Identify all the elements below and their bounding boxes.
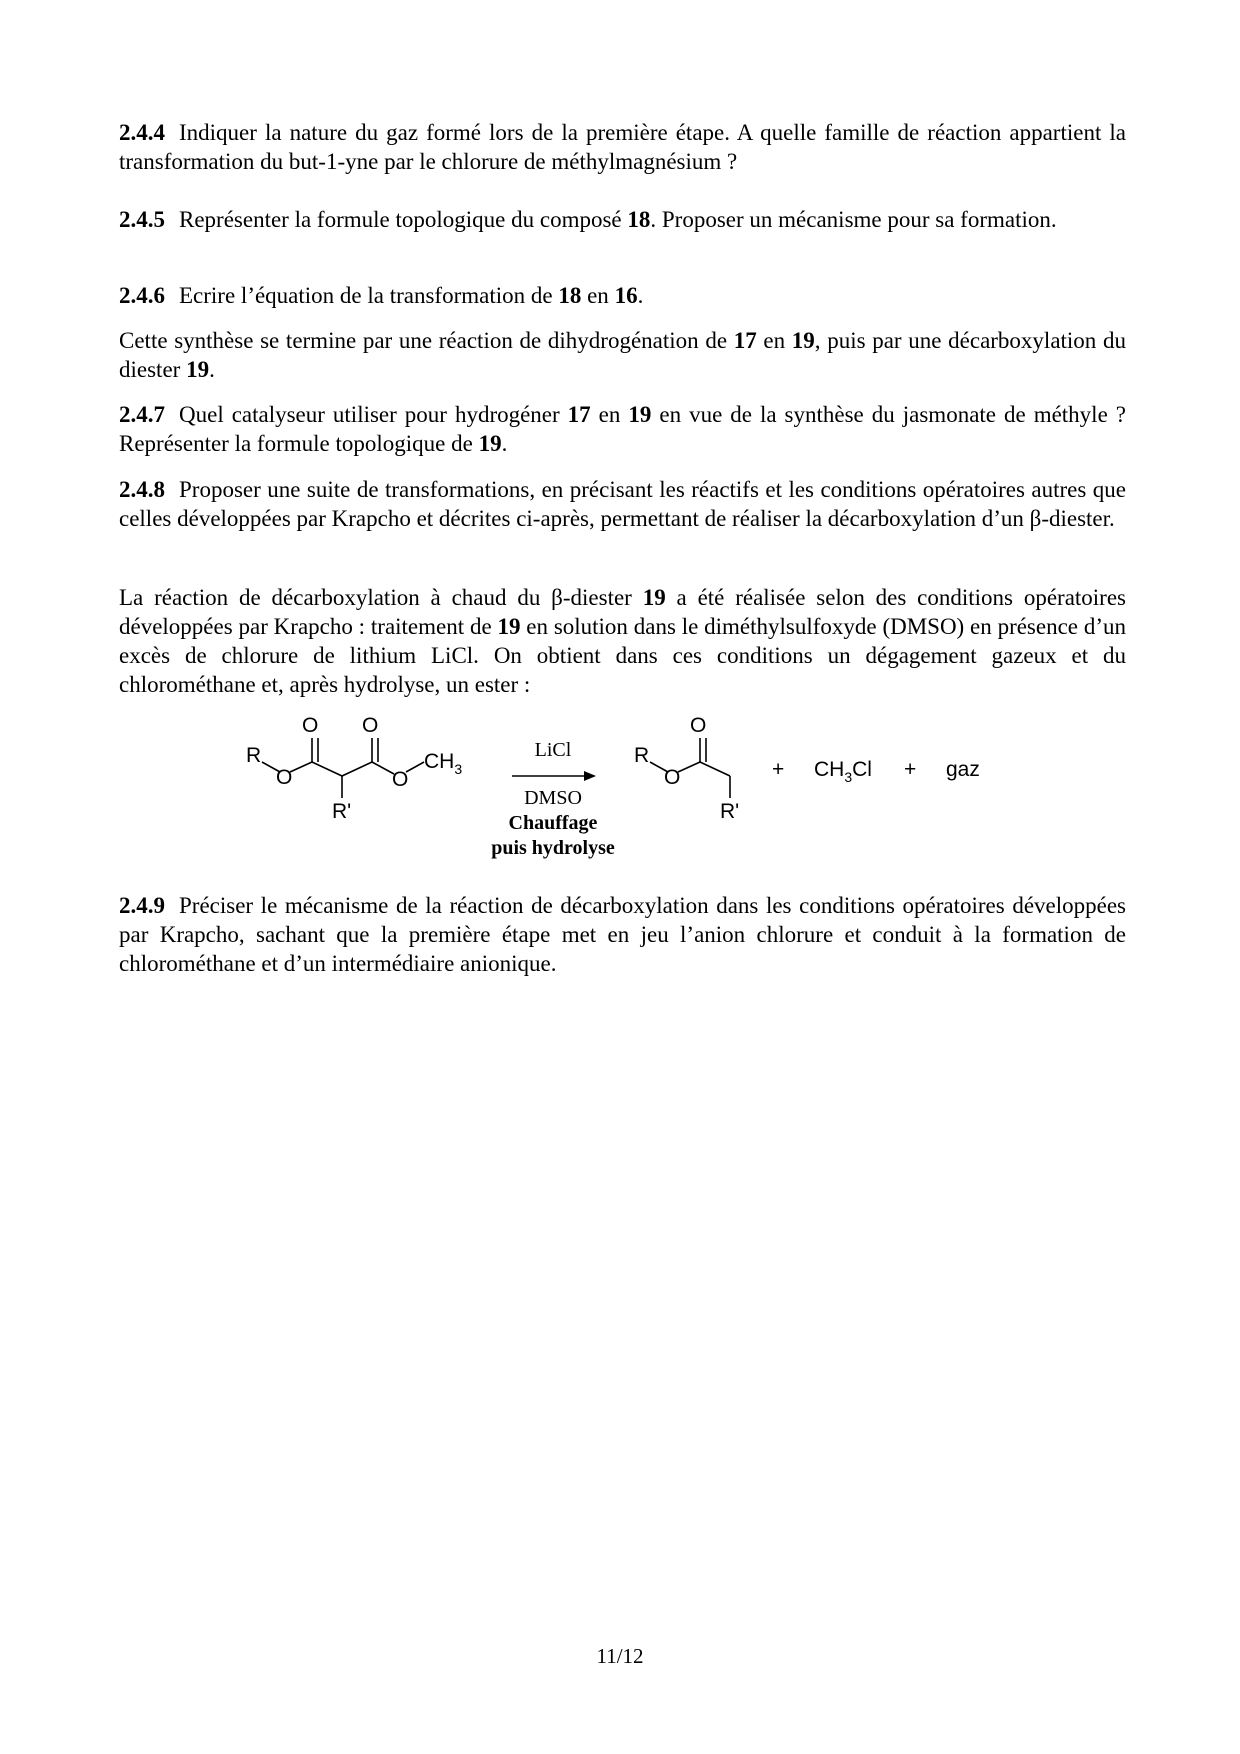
reactant-o-carbonyl-1: O <box>302 714 319 737</box>
product-o-ester: O <box>664 766 681 789</box>
question-text: . Proposer un mécanisme pour sa formation. <box>650 207 1057 232</box>
gas-product: gaz <box>946 758 980 781</box>
question-2-4-8 <box>119 475 1126 533</box>
question-text: Ecrire l’équation de la transformation de <box>179 283 559 308</box>
plus-sign-2: + <box>904 758 917 781</box>
question-2-4-9 <box>119 891 1126 978</box>
condition-dmso: DMSO <box>524 787 582 809</box>
question-2-4-6 <box>119 281 1126 310</box>
product-bonds <box>650 738 730 798</box>
question-2-4-7 <box>119 400 1126 458</box>
question-text: Proposer une suite de transformations, en précisant les réactifs et les conditions opératoires autres que celles développées par Krapcho et décrites ci-après, permettant de réaliser la décarboxylation d’un β-diester. <box>119 477 1126 531</box>
question-2-4-4 <box>119 118 1126 176</box>
compound-number: 17 <box>733 328 757 353</box>
question-text: Quel catalyseur utiliser pour hydrogéner <box>179 402 568 427</box>
reactant-o-carbonyl-2: O <box>362 714 379 737</box>
reactant-o-ester-1: O <box>276 766 293 789</box>
compound-number: 19 <box>186 357 210 382</box>
compound-number: 19 <box>791 328 815 353</box>
reaction-scheme <box>240 712 1020 872</box>
question-text: Préciser le mécanisme de la réaction de décarboxylation dans les conditions opératoires développées par Krapcho, sachant que la première étape met en jeu l’anion chlorure et conduit à la formation de chlorométhane et d’un intermédiaire anionique. <box>119 893 1126 976</box>
question-number: 2.4.7 <box>119 402 165 427</box>
question-text: en vue de la synthèse du jasmonate de méthyle ? Représenter la formule topologique de <box>119 402 1126 456</box>
compound-number: 19 <box>642 585 666 610</box>
paragraph-text: Cette synthèse se termine par une réaction de dihydrogénation de <box>119 328 734 353</box>
compound-number: 19 <box>628 402 652 427</box>
question-text: . <box>637 283 644 308</box>
compound-number: 17 <box>567 402 591 427</box>
question-number: 2.4.6 <box>119 283 165 308</box>
paragraph-text: en <box>756 328 792 353</box>
question-text: Indiquer la nature du gaz formé lors de la première étape. A quelle famille de réaction appartient la transformation du but-1-yne par le chlorure de méthylmagnésium ? <box>119 120 1126 174</box>
condition-heating: Chauffage <box>508 812 598 834</box>
question-2-4-5 <box>119 205 1126 234</box>
question-number: 2.4.9 <box>119 893 165 918</box>
paragraph-synthesis-end <box>119 326 1126 384</box>
question-text: en <box>581 283 615 308</box>
question-number: 2.4.8 <box>119 477 165 502</box>
paragraph-krapcho <box>119 583 1126 699</box>
chloromethane: $CH_3Cl$ <box>814 758 872 785</box>
compound-number: 18 <box>627 207 651 232</box>
page-number: 11/12 <box>596 1644 644 1668</box>
question-number: 2.4.4 <box>119 120 165 145</box>
paragraph-text: , puis par une décarboxylation du diester <box>119 328 1126 382</box>
paragraph-text: en solution dans le diméthylsulfoxyde (DMSO) en présence d’un excès de chlorure de lithium LiCl. On obtient dans ces conditions un dégagement gazeux et du chlorométhane et, après hydrolyse, un ester : <box>119 614 1126 697</box>
question-number: 2.4.5 <box>119 207 165 232</box>
question-text: . <box>501 431 508 456</box>
paragraph-text: . <box>209 357 215 382</box>
product-r-group: R <box>634 744 650 767</box>
compound-number: 19 <box>497 614 521 639</box>
compound-number: 18 <box>558 283 582 308</box>
condition-licl: LiCl <box>534 739 572 761</box>
reactant-r-group: R <box>246 744 262 767</box>
condition-hydrolysis: puis hydrolyse <box>491 837 615 859</box>
product-o-carbonyl: O <box>690 714 707 737</box>
compound-number: 19 <box>478 431 502 456</box>
paragraph-text: a été réalisée selon des conditions opératoires développées par Krapcho : traitement de <box>119 585 1126 639</box>
reactant-r-prime: R' <box>332 800 352 823</box>
reaction-scheme-svg <box>240 712 1020 872</box>
question-text: en <box>590 402 629 427</box>
plus-sign-1: + <box>772 758 785 781</box>
paragraph-text: La réaction de décarboxylation à chaud du β-diester <box>119 585 643 610</box>
reactant-methyl: $CH_3$ <box>424 750 463 777</box>
question-text: Représenter la formule topologique du composé <box>179 207 628 232</box>
reaction-arrow-head <box>584 771 596 781</box>
product-r-prime: R' <box>720 800 740 823</box>
reactant-o-ester-2: O <box>392 768 409 791</box>
compound-number: 16 <box>614 283 638 308</box>
